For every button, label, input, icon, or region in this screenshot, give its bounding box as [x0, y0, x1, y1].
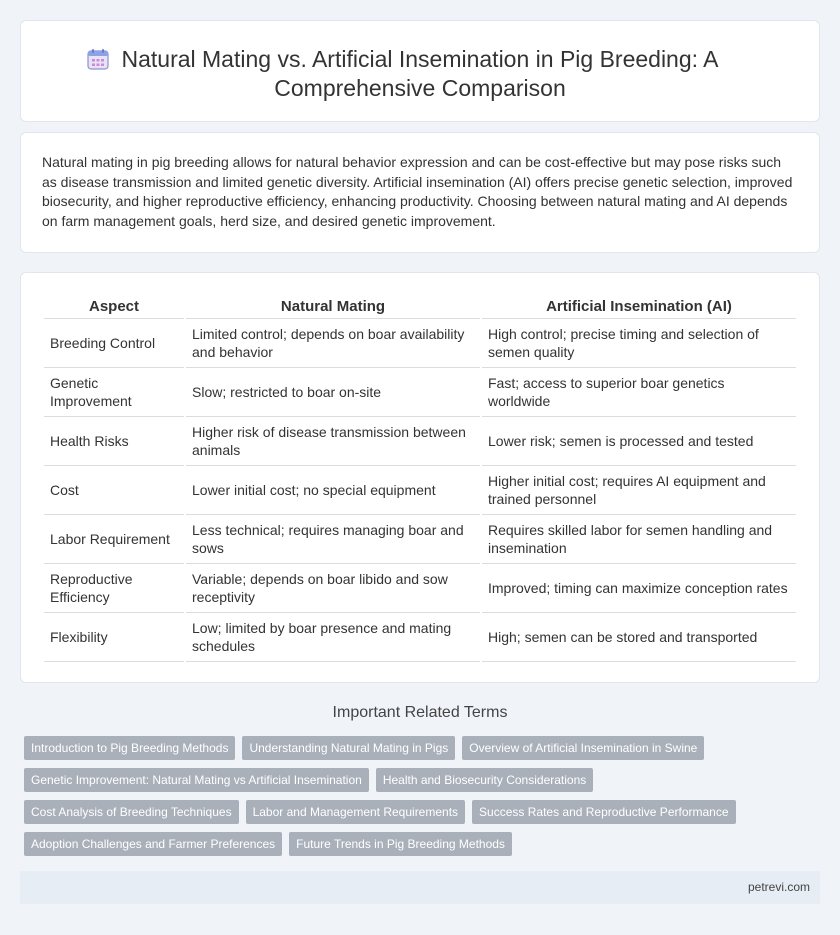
footer-site-link[interactable]: petrevi.com: [747, 880, 810, 894]
related-terms-title: Important Related Terms: [332, 704, 508, 721]
title-card: [20, 20, 820, 122]
tag-row: [24, 768, 824, 800]
intro-paragraph: Natural mating in pig breeding allows for natural behavior expression and can be cost-effective but may pose risks such as disease transmission and limited genetic diversity. Artificial insemination (AI) offers precise genetic selection, improved biosecurity, and higher reproductive efficiency, enhancing productivity. Choosing between natural mating and AI depends on farm management goals, herd size, and desired genetic improvement.: [42, 154, 793, 229]
table-row: [44, 466, 796, 515]
table-cell: Health Risks: [44, 417, 184, 466]
table-cell: High; semen can be stored and transported: [482, 613, 796, 662]
table-row: [44, 515, 796, 564]
table-cell: Cost: [44, 466, 184, 515]
footer: [20, 871, 820, 904]
comparison-card: [20, 272, 820, 683]
tag-row: [24, 736, 824, 768]
intro-card: [20, 132, 820, 253]
table-cell: Lower risk; semen is processed and tested: [482, 417, 796, 466]
related-term-link[interactable]: Genetic Improvement: Natural Mating vs Artificial Insemination: [24, 768, 369, 792]
table-cell: Higher risk of disease transmission between animals: [186, 417, 480, 466]
table-row: [44, 417, 796, 466]
header-aspect: Aspect: [44, 295, 184, 319]
title-line-2: Comprehensive Comparison: [274, 75, 566, 101]
table-cell: Genetic Improvement: [44, 368, 184, 417]
table-row: [44, 319, 796, 368]
related-term-link[interactable]: Labor and Management Requirements: [246, 800, 465, 824]
title-line-1: Natural Mating vs. Artificial Insemination in Pig Breeding: A: [121, 46, 719, 72]
related-terms-tags: [24, 736, 824, 864]
table-cell: Flexibility: [44, 613, 184, 662]
table-cell: Limited control; depends on boar availability and behavior: [186, 319, 480, 368]
table-cell: Variable; depends on boar libido and sow receptivity: [186, 564, 480, 613]
related-term-link[interactable]: Success Rates and Reproductive Performance: [472, 800, 735, 824]
table-cell: Improved; timing can maximize conception rates: [482, 564, 796, 613]
table-cell: Breeding Control: [44, 319, 184, 368]
table-cell: Higher initial cost; requires AI equipment and trained personnel: [482, 466, 796, 515]
comparison-table: [42, 295, 798, 662]
table-cell: Low; limited by boar presence and mating schedules: [186, 613, 480, 662]
related-term-link[interactable]: Adoption Challenges and Farmer Preferences: [24, 832, 282, 856]
related-term-link[interactable]: Health and Biosecurity Considerations: [376, 768, 593, 792]
table-cell: Slow; restricted to boar on-site: [186, 368, 480, 417]
table-cell: Fast; access to superior boar genetics worldwide: [482, 368, 796, 417]
tag-row: [24, 832, 824, 864]
related-term-link[interactable]: Overview of Artificial Insemination in Swine: [462, 736, 704, 760]
table-cell: Labor Requirement: [44, 515, 184, 564]
tag-row: [24, 800, 824, 832]
table-cell: High control; precise timing and selection of semen quality: [482, 319, 796, 368]
table-row: [44, 564, 796, 613]
table-row: [44, 613, 796, 662]
header-artificial-insemination: Artificial Insemination (AI): [482, 295, 796, 319]
table-header-row: [44, 295, 796, 319]
header-natural-mating: Natural Mating: [186, 295, 480, 319]
table-cell: Reproductive Efficiency: [44, 564, 184, 613]
page-title: [21, 45, 819, 103]
related-term-link[interactable]: Cost Analysis of Breeding Techniques: [24, 800, 239, 824]
related-term-link[interactable]: Understanding Natural Mating in Pigs: [242, 736, 455, 760]
related-term-link[interactable]: Future Trends in Pig Breeding Methods: [289, 832, 512, 856]
table-cell: Less technical; requires managing boar and sows: [186, 515, 480, 564]
table-cell: Lower initial cost; no special equipment: [186, 466, 480, 515]
table-row: [44, 368, 796, 417]
related-term-link[interactable]: Introduction to Pig Breeding Methods: [24, 736, 235, 760]
table-cell: Requires skilled labor for semen handling and insemination: [482, 515, 796, 564]
